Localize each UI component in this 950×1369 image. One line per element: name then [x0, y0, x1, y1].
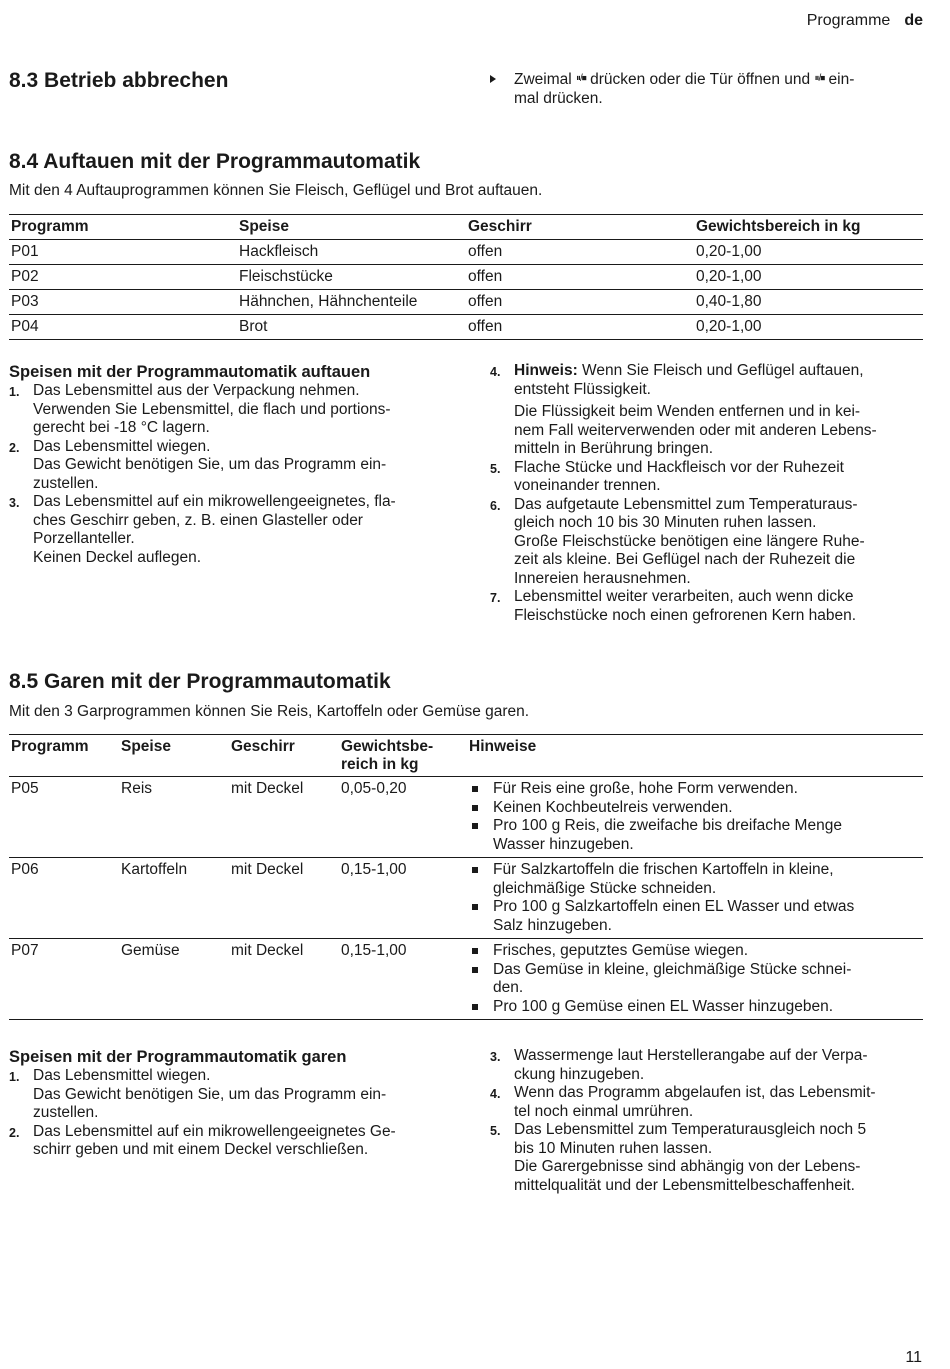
defrost-howto-title: Speisen mit der Programmautomatik auftauen [9, 363, 371, 381]
cooking-steps-right [490, 1047, 910, 1195]
table-header-row [9, 215, 923, 240]
table-row: P01 Hackfleisch offen 0,20-1,00 [9, 240, 923, 265]
pause-stop-icon: ⏸/⏹ [814, 73, 825, 84]
list-item: Das Gemüse in kleine, gleichmäßige Stücke schnei- den. [469, 961, 921, 998]
list-item: Pro 100 g Salzkartoffeln einen EL Wasser und etwas Salz hinzugeben. [469, 898, 921, 935]
col-header: Gewichtsbe- reich in kg [341, 738, 434, 773]
col-header: Geschirr [468, 218, 532, 235]
section-8-4-intro: Mit den 4 Auftauprogrammen können Sie Fleisch, Geflügel und Brot auftauen. [9, 182, 543, 199]
list-item: Keinen Kochbeutelreis verwenden. [469, 799, 921, 818]
col-header: Programm [11, 738, 89, 755]
list-item: Frisches, geputztes Gemüse wiegen. [469, 942, 921, 961]
table-row: P06 Kartoffeln mit Deckel 0,15-1,00 Für Salzkartoffeln die frischen Kartoffeln in kleine, gleichmäßige Stücke schneiden. Pro 100 g Salzkartoffeln einen EL Wasser und etwas Salz hinzugeben. [9, 858, 923, 939]
table-row: P04 Brot offen 0,20-1,00 [9, 315, 923, 340]
header-section: Programme [806, 12, 891, 29]
stop-instruction: Zweimal ⏸/⏹ drücken oder die Tür öffnen und ⏸/⏹ ein- mal drücken. [490, 70, 910, 108]
col-header: Hinweise [469, 738, 537, 755]
table-row: P05 Reis mit Deckel 0,05-0,20 Für Reis eine große, hohe Form verwenden. Keinen Kochbeutelreis verwenden. Pro 100 g Reis, die zweifache bis dreifache Menge Wasser hinzugeben. [9, 777, 923, 858]
defrost-programs-table [9, 214, 923, 340]
play-arrow-icon [490, 75, 496, 83]
list-item: 7. Lebensmittel weiter verarbeiten, auch wenn dicke Fleischstücke noch einen gefrorenen Kern haben. [490, 588, 857, 624]
list-item: 5. Flache Stücke und Hackfleisch vor der Ruhezeit voneinander trennen. [490, 458, 844, 494]
list-item: 4. Hinweis: Wenn Sie Fleisch und Geflügel auftauen, entsteht Flüssigkeit. Die Flüssigkeit beim Wenden entfernen und in kei- nem Fall weiterverwenden oder mit anderen Lebens- mitteln in Berührung bringen. [490, 362, 877, 457]
list-item: Pro 100 g Gemüse einen EL Wasser hinzugeben. [469, 998, 921, 1017]
pause-stop-icon: ⏸/⏹ [576, 73, 586, 84]
section-8-4-title: 8.4 Auftauen mit der Programmautomatik [9, 150, 421, 173]
list-item: 2. Das Lebensmittel auf ein mikrowellengeeignetes Ge- schirr geben und mit einem Deckel verschließen. [9, 1122, 396, 1158]
cooking-howto-title: Speisen mit der Programmautomatik garen [9, 1048, 347, 1066]
col-header: Gewichtsbereich in kg [696, 218, 861, 235]
list-item: 5. Das Lebensmittel zum Temperaturausgleich noch 5 bis 10 Minuten ruhen lassen. Die Garergebnisse sind abhängig von der Lebens- mittelqualität und der Lebensmittelbeschaffenheit. [490, 1121, 867, 1194]
table-row: P07 Gemüse mit Deckel 0,15-1,00 Frisches, geputztes Gemüse wiegen. Das Gemüse in kleine, gleichmäßige Stücke schnei- den. Pro 100 g Gemüse einen EL Wasser hinzugeben. [9, 939, 923, 1020]
defrost-steps-right [490, 362, 910, 625]
col-header: Programm [11, 218, 89, 235]
list-item: 6. Das aufgetaute Lebensmittel zum Temperaturaus- gleich noch 10 bis 30 Minuten ruhen lassen. Große Fleischstücke benötigen eine längere Ruhe- zeit als kleine. Bei Geflügel nach der Ruhezeit die Innereien herausnehmen. [490, 495, 865, 587]
header-language: de [904, 12, 923, 29]
section-8-5-intro: Mit den 3 Garprogrammen können Sie Reis, Kartoffeln oder Gemüse garen. [9, 703, 530, 720]
list-item: Für Reis eine große, hohe Form verwenden. [469, 780, 921, 799]
col-header: Speise [121, 738, 171, 755]
list-item: Pro 100 g Reis, die zweifache bis dreifache Menge Wasser hinzugeben. [469, 817, 921, 854]
list-item: Für Salzkartoffeln die frischen Kartoffeln in kleine, gleichmäßige Stücke schneiden. [469, 861, 921, 898]
table-row: P02 Fleischstücke offen 0,20-1,00 [9, 265, 923, 290]
cooking-steps-left [9, 1047, 429, 1160]
col-header: Speise [239, 218, 289, 235]
table-row: P03 Hähnchen, Hähnchenteile offen 0,40-1,80 [9, 290, 923, 315]
list-item: 3. Das Lebensmittel auf ein mikrowellengeeignetes, fla- ches Geschirr geben, z. B. einen Glasteller oder Porzellanteller. Keinen Deckel auflegen. [9, 493, 396, 566]
running-header [807, 12, 923, 31]
table-header-row [9, 735, 923, 777]
list-item: 4. Wenn das Programm abgelaufen ist, das Lebensmit- tel noch einmal umrühren. [490, 1084, 876, 1120]
note-label: Hinweis: [514, 362, 578, 379]
page-number: 11 [905, 1349, 922, 1366]
list-item: 1. Das Lebensmittel aus der Verpackung nehmen. Verwenden Sie Lebensmittel, die flach und portions- gerecht bei -18 °C lagern. [9, 382, 391, 436]
list-item: 3. Wassermenge laut Herstellerangabe auf der Verpa- ckung hinzugeben. [490, 1047, 868, 1083]
col-header: Geschirr [231, 738, 295, 755]
list-item: 1. Das Lebensmittel wiegen. Das Gewicht benötigen Sie, um das Programm ein- zustellen. [9, 1067, 387, 1121]
section-8-5-title: 8.5 Garen mit der Programmautomatik [9, 670, 391, 693]
section-8-3-title: 8.3 Betrieb abbrechen [9, 69, 229, 92]
defrost-steps-left [9, 362, 429, 567]
cooking-programs-table [9, 734, 923, 1020]
list-item: 2. Das Lebensmittel wiegen. Das Gewicht benötigen Sie, um das Programm ein- zustellen. [9, 437, 387, 492]
